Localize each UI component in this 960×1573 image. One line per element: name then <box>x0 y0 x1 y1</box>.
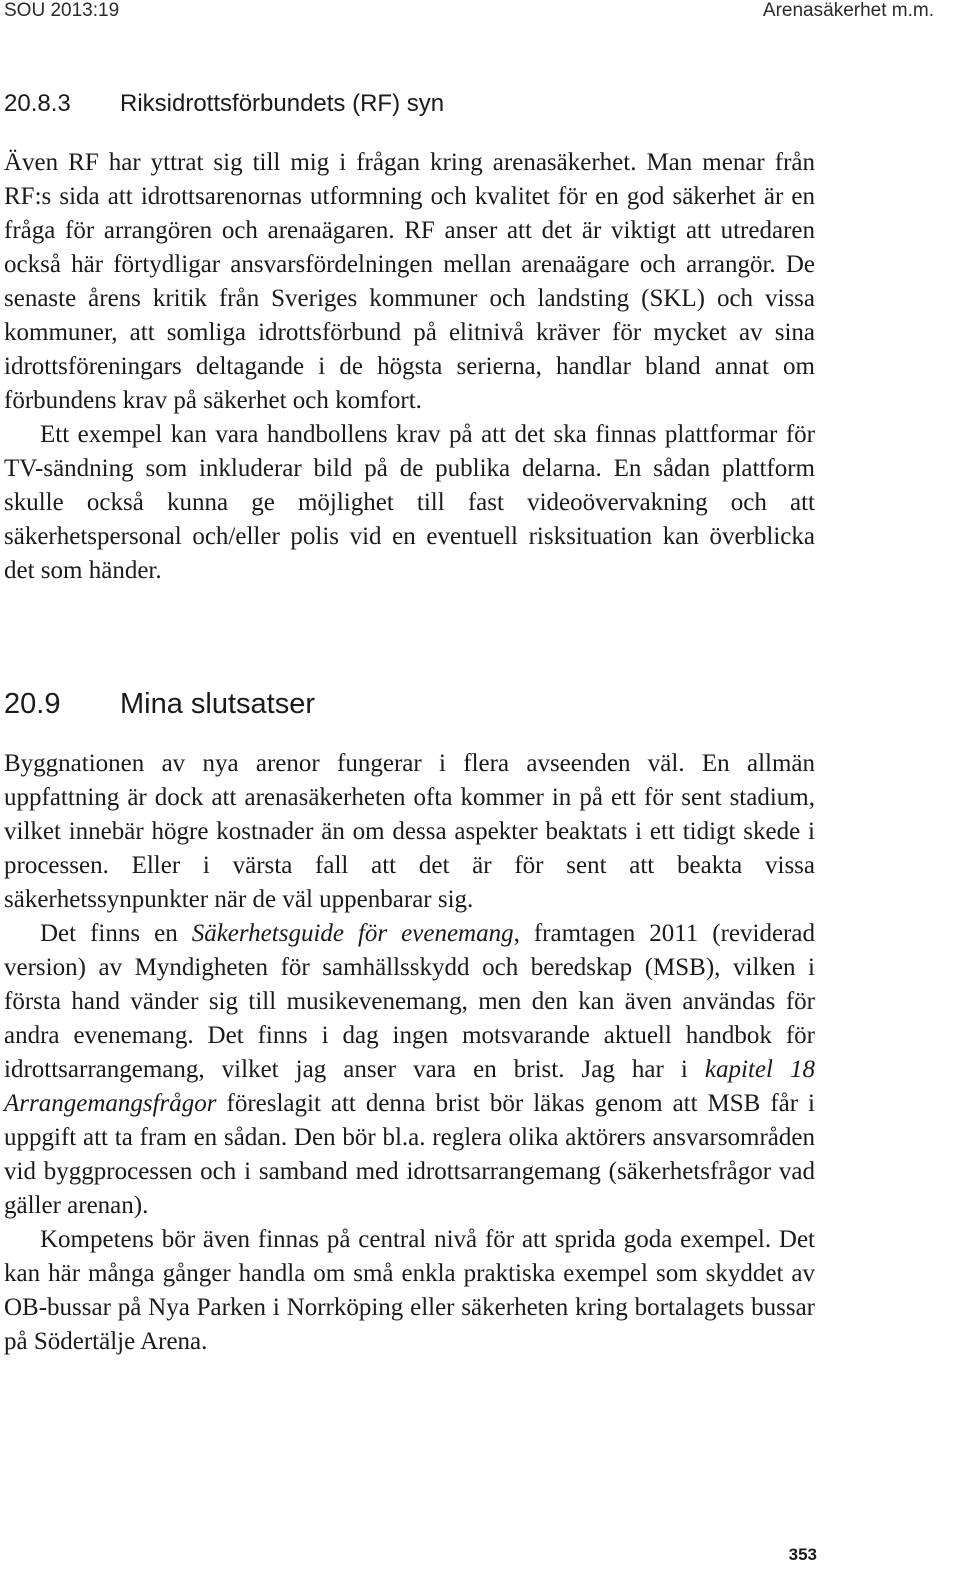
section-body-mina-slutsatser <box>4 747 815 1359</box>
body-paragraph: Kompetens bör även finnas på central nivå för att sprida goda exempel. Det kan här många gånger handla om små enkla praktiska exempel som skyddet av OB-bussar på Nya Parken i Norrköping eller säkerheten kring bortalagets bussar på Södertälje Arena. <box>4 1226 815 1355</box>
paragraph-text: Det finns en <box>40 920 192 947</box>
paragraph-text: , framtagen 2011 (reviderad version) av Myndigheten för samhällsskydd och beredskap (MSB), vilken i första hand vänder sig till musikevenemang, men den kan även användas för andra evenemang. Det finns i dag ingen motsvarande aktuell handbok för idrottsarrangemang, vilket jag anser vara en brist. Jag har i <box>4 920 815 1083</box>
body-paragraph <box>4 917 815 1223</box>
report-id: SOU 2013:19 <box>4 0 120 21</box>
running-header <box>0 0 960 28</box>
section-body-riksidrottsforbundet <box>4 146 815 588</box>
guide-title: Säkerhetsguide för evenemang <box>191 920 514 947</box>
body-paragraph: Byggnationen av nya arenor fungerar i flera avseenden väl. En allmän uppfattning är dock att arenasäkerheten ofta kommer in på ett för sent stadium, vilket innebär högre kostnader än om dessa aspekter beaktats i ett tidigt skede i processen. Eller i värsta fall att det är för sent att beakta vissa säkerhetssynpunkter när de väl uppenbarar sig. <box>4 750 815 913</box>
page-number: 353 <box>788 1545 817 1564</box>
paragraph-text: föreslagit att denna brist bör läkas genom att MSB får i uppgift att ta fram en sådan. Den bör bl.a. reglera olika aktörers ansvarsområden vid byggprocessen och i samband med idrottsarrangemang (säkerhetsfrågor vad gäller arenan). <box>4 1090 815 1219</box>
section-title: Mina slutsatser <box>120 688 316 720</box>
section-title: Riksidrottsförbundets (RF) syn <box>120 90 445 117</box>
section-number: 20.8.3 <box>4 90 71 117</box>
section-heading-riksidrottsforbundet <box>4 90 444 118</box>
section-number: 20.9 <box>4 688 61 720</box>
running-title: Arenasäkerhet m.m. <box>762 0 934 21</box>
chapter-reference: kapitel 18 Arrangemangsfrågor <box>4 1056 815 1117</box>
section-heading-mina-slutsatser <box>4 688 315 721</box>
body-paragraph: Ett exempel kan vara handbollens krav på att det ska finnas plattformar för TV-sändning som inkluderar bild på de publika delarna. En sådan plattform skulle också kunna ge möjlighet till fast videoövervakning och att säkerhetspersonal och/eller polis vid en eventuell risksituation kan överblicka det som händer. <box>4 421 815 584</box>
body-paragraph: Även RF har yttrat sig till mig i frågan kring arenasäkerhet. Man menar från RF:s sida att idrottsarenornas utformning och kvalitet för en god säkerhet är en fråga för arrangören och arenaägaren. RF anser att det är viktigt att utredaren också här förtydligar ansvarsfördelningen mellan arenaägare och arrangör. De senaste årens kritik från Sveriges kommuner och landsting (SKL) och vissa kommuner, att somliga idrottsförbund på elitnivå kräver för mycket av sina idrottsföreningars deltagande i de högsta serierna, handlar bland annat om förbundens krav på säkerhet och komfort. <box>4 149 815 414</box>
